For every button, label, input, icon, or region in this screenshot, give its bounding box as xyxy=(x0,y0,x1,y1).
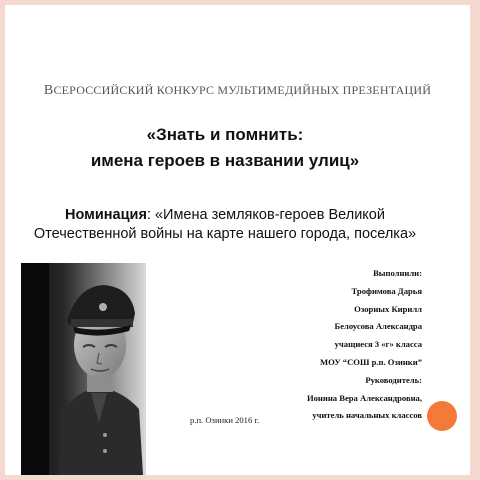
nomination-text-1: : «Имена земляков-героев Великой xyxy=(146,207,385,223)
decorative-circle xyxy=(427,401,457,431)
student-name-2: Озорных Кирилл xyxy=(354,303,422,314)
contest-name xyxy=(5,83,470,99)
title-line-2: имена героев в названии улиц» xyxy=(90,151,360,170)
contest-rest: СЕРОССИЙСКИЙ КОНКУРС МУЛЬТИМЕДИЙНЫХ ПРЕЗЕНТАЦИЙ xyxy=(53,83,432,97)
nomination-line-1 xyxy=(20,206,430,225)
place-and-year: р.п. Озинки 2016 г. xyxy=(190,415,260,425)
performed-label: Выполнили: xyxy=(373,268,422,278)
student-name-1: Трофимова Дарья xyxy=(351,285,422,296)
title-line-1: «Знать и помнить: xyxy=(146,125,304,144)
supervisor-label: Руководитель: xyxy=(365,374,422,385)
authors-block xyxy=(202,265,422,425)
nomination-line-2: Отечественной войны на карте нашего города, поселка» xyxy=(33,226,417,242)
portrait-image xyxy=(21,263,146,475)
supervisor-name: Ионина Вера Александровна, xyxy=(306,392,422,403)
nomination xyxy=(20,206,430,244)
class-info: учащиеся 3 «г» класса xyxy=(334,339,422,350)
nomination-label: Номинация xyxy=(65,207,147,223)
portrait-photo xyxy=(21,263,146,475)
school-name: МОУ “СОШ р.п. Озинки” xyxy=(320,356,422,367)
contest-first-letter: В xyxy=(43,83,54,98)
supervisor-role: учитель начальных классов xyxy=(312,410,422,421)
student-name-3: Белоусова Александра xyxy=(334,321,422,332)
slide xyxy=(5,5,470,475)
presentation-title xyxy=(5,122,445,174)
